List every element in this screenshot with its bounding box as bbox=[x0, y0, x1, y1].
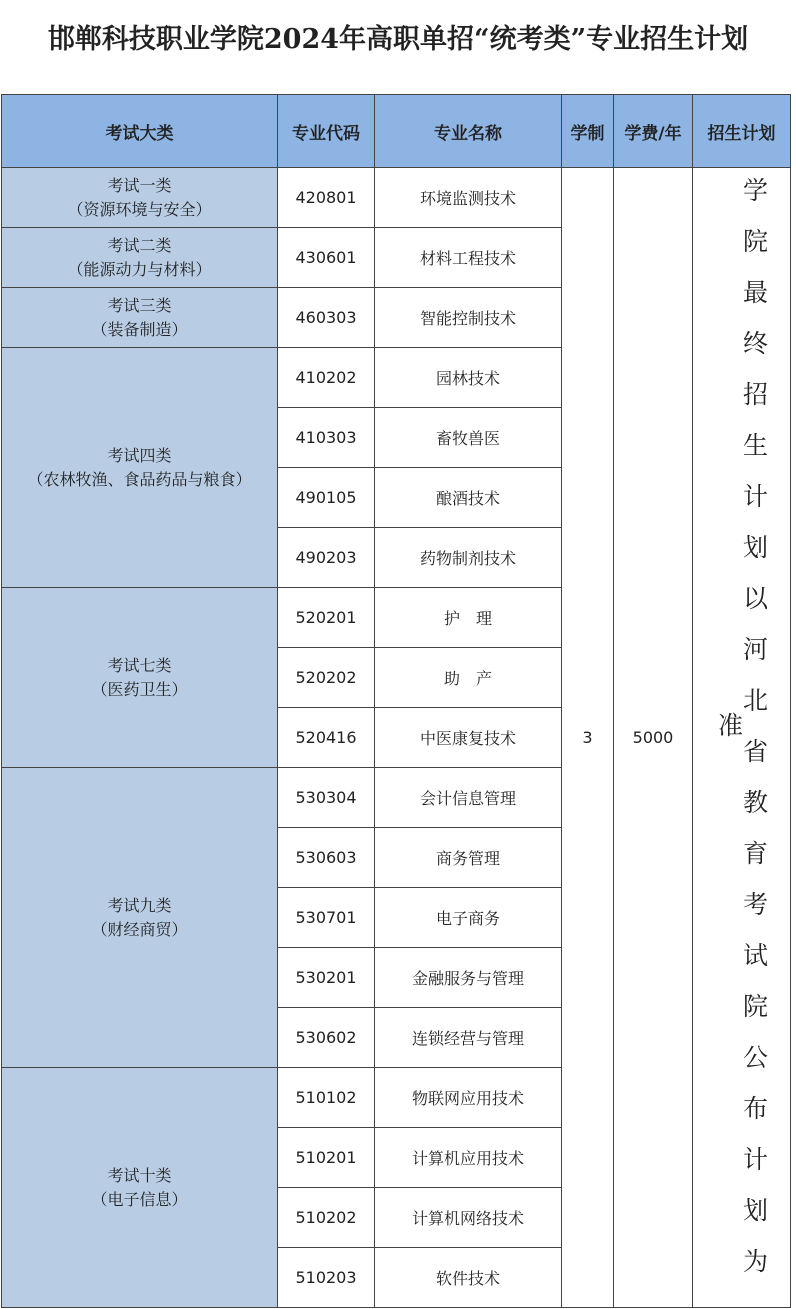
category-subtitle: （财经商贸） bbox=[91, 919, 188, 939]
quota-cell bbox=[693, 168, 791, 1308]
major-code-cell: 490203 bbox=[278, 528, 375, 588]
major-code-cell: 530201 bbox=[278, 948, 375, 1008]
table-header-row bbox=[2, 95, 791, 168]
major-name-cell: 连锁经营与管理 bbox=[375, 1008, 562, 1068]
major-code-cell: 510201 bbox=[278, 1128, 375, 1188]
major-name-cell: 药物制剂技术 bbox=[375, 528, 562, 588]
major-code-cell: 410303 bbox=[278, 408, 375, 468]
category-cell bbox=[2, 228, 278, 288]
major-code-cell: 510202 bbox=[278, 1188, 375, 1248]
major-name-cell: 软件技术 bbox=[375, 1248, 562, 1308]
major-name-cell: 酿酒技术 bbox=[375, 468, 562, 528]
category-subtitle: （农林牧渔、食品药品与粮食） bbox=[27, 469, 252, 489]
major-name-cell: 中医康复技术 bbox=[375, 708, 562, 768]
major-code-cell: 520201 bbox=[278, 588, 375, 648]
major-code-cell: 430601 bbox=[278, 228, 375, 288]
major-name-cell: 园林技术 bbox=[375, 348, 562, 408]
category-subtitle: （电子信息） bbox=[91, 1189, 188, 1209]
major-name-cell: 材料工程技术 bbox=[375, 228, 562, 288]
major-name-cell: 环境监测技术 bbox=[375, 168, 562, 228]
header-tuition: 学费/年 bbox=[614, 95, 693, 168]
major-name-cell: 金融服务与管理 bbox=[375, 948, 562, 1008]
header-exam-category: 考试大类 bbox=[2, 95, 278, 168]
major-code-cell: 530701 bbox=[278, 888, 375, 948]
category-cell bbox=[2, 168, 278, 228]
category-name: 考试九类 bbox=[107, 895, 172, 915]
major-code-cell: 520416 bbox=[278, 708, 375, 768]
category-subtitle: （装备制造） bbox=[91, 319, 188, 339]
major-name-cell: 计算机网络技术 bbox=[375, 1188, 562, 1248]
major-name-cell: 畜牧兽医 bbox=[375, 408, 562, 468]
category-subtitle: （资源环境与安全） bbox=[67, 199, 212, 219]
quota-note: 学院最终招生计划以河北省教育考试院公布计划为准 bbox=[714, 176, 769, 1299]
major-code-cell: 530602 bbox=[278, 1008, 375, 1068]
enrollment-plan-table bbox=[1, 94, 791, 1308]
major-name-cell: 商务管理 bbox=[375, 828, 562, 888]
category-name: 考试七类 bbox=[107, 655, 172, 675]
category-name: 考试二类 bbox=[107, 235, 172, 255]
category-cell bbox=[2, 588, 278, 768]
category-name: 考试一类 bbox=[107, 175, 172, 195]
category-name: 考试十类 bbox=[107, 1165, 172, 1185]
category-name: 考试四类 bbox=[107, 445, 172, 465]
major-code-cell: 490105 bbox=[278, 468, 375, 528]
page-title: 邯郸科技职业学院2024年高职单招“统考类”专业招生计划 bbox=[47, 24, 749, 55]
major-code-cell: 520202 bbox=[278, 648, 375, 708]
category-cell bbox=[2, 768, 278, 1068]
major-name-cell: 物联网应用技术 bbox=[375, 1068, 562, 1128]
major-name-cell: 智能控制技术 bbox=[375, 288, 562, 348]
major-code-cell: 410202 bbox=[278, 348, 375, 408]
category-subtitle: （能源动力与材料） bbox=[67, 259, 212, 279]
major-code-cell: 530603 bbox=[278, 828, 375, 888]
tuition-cell: 5000 bbox=[614, 168, 693, 1308]
major-name-cell: 电子商务 bbox=[375, 888, 562, 948]
table-row bbox=[2, 168, 791, 228]
major-name-cell: 会计信息管理 bbox=[375, 768, 562, 828]
major-name-cell: 助 产 bbox=[375, 648, 562, 708]
major-code-cell: 420801 bbox=[278, 168, 375, 228]
major-name-cell: 计算机应用技术 bbox=[375, 1128, 562, 1188]
major-code-cell: 530304 bbox=[278, 768, 375, 828]
category-cell bbox=[2, 348, 278, 588]
header-major-code: 专业代码 bbox=[278, 95, 375, 168]
header-major-name: 专业名称 bbox=[375, 95, 562, 168]
duration-cell: 3 bbox=[562, 168, 614, 1308]
major-name-cell: 护 理 bbox=[375, 588, 562, 648]
header-quota: 招生计划 bbox=[693, 95, 791, 168]
major-code-cell: 510102 bbox=[278, 1068, 375, 1128]
header-duration: 学制 bbox=[562, 95, 614, 168]
category-cell bbox=[2, 288, 278, 348]
category-subtitle: （医药卫生） bbox=[91, 679, 188, 699]
major-code-cell: 510203 bbox=[278, 1248, 375, 1308]
category-cell bbox=[2, 1068, 278, 1308]
major-code-cell: 460303 bbox=[278, 288, 375, 348]
category-name: 考试三类 bbox=[107, 295, 172, 315]
